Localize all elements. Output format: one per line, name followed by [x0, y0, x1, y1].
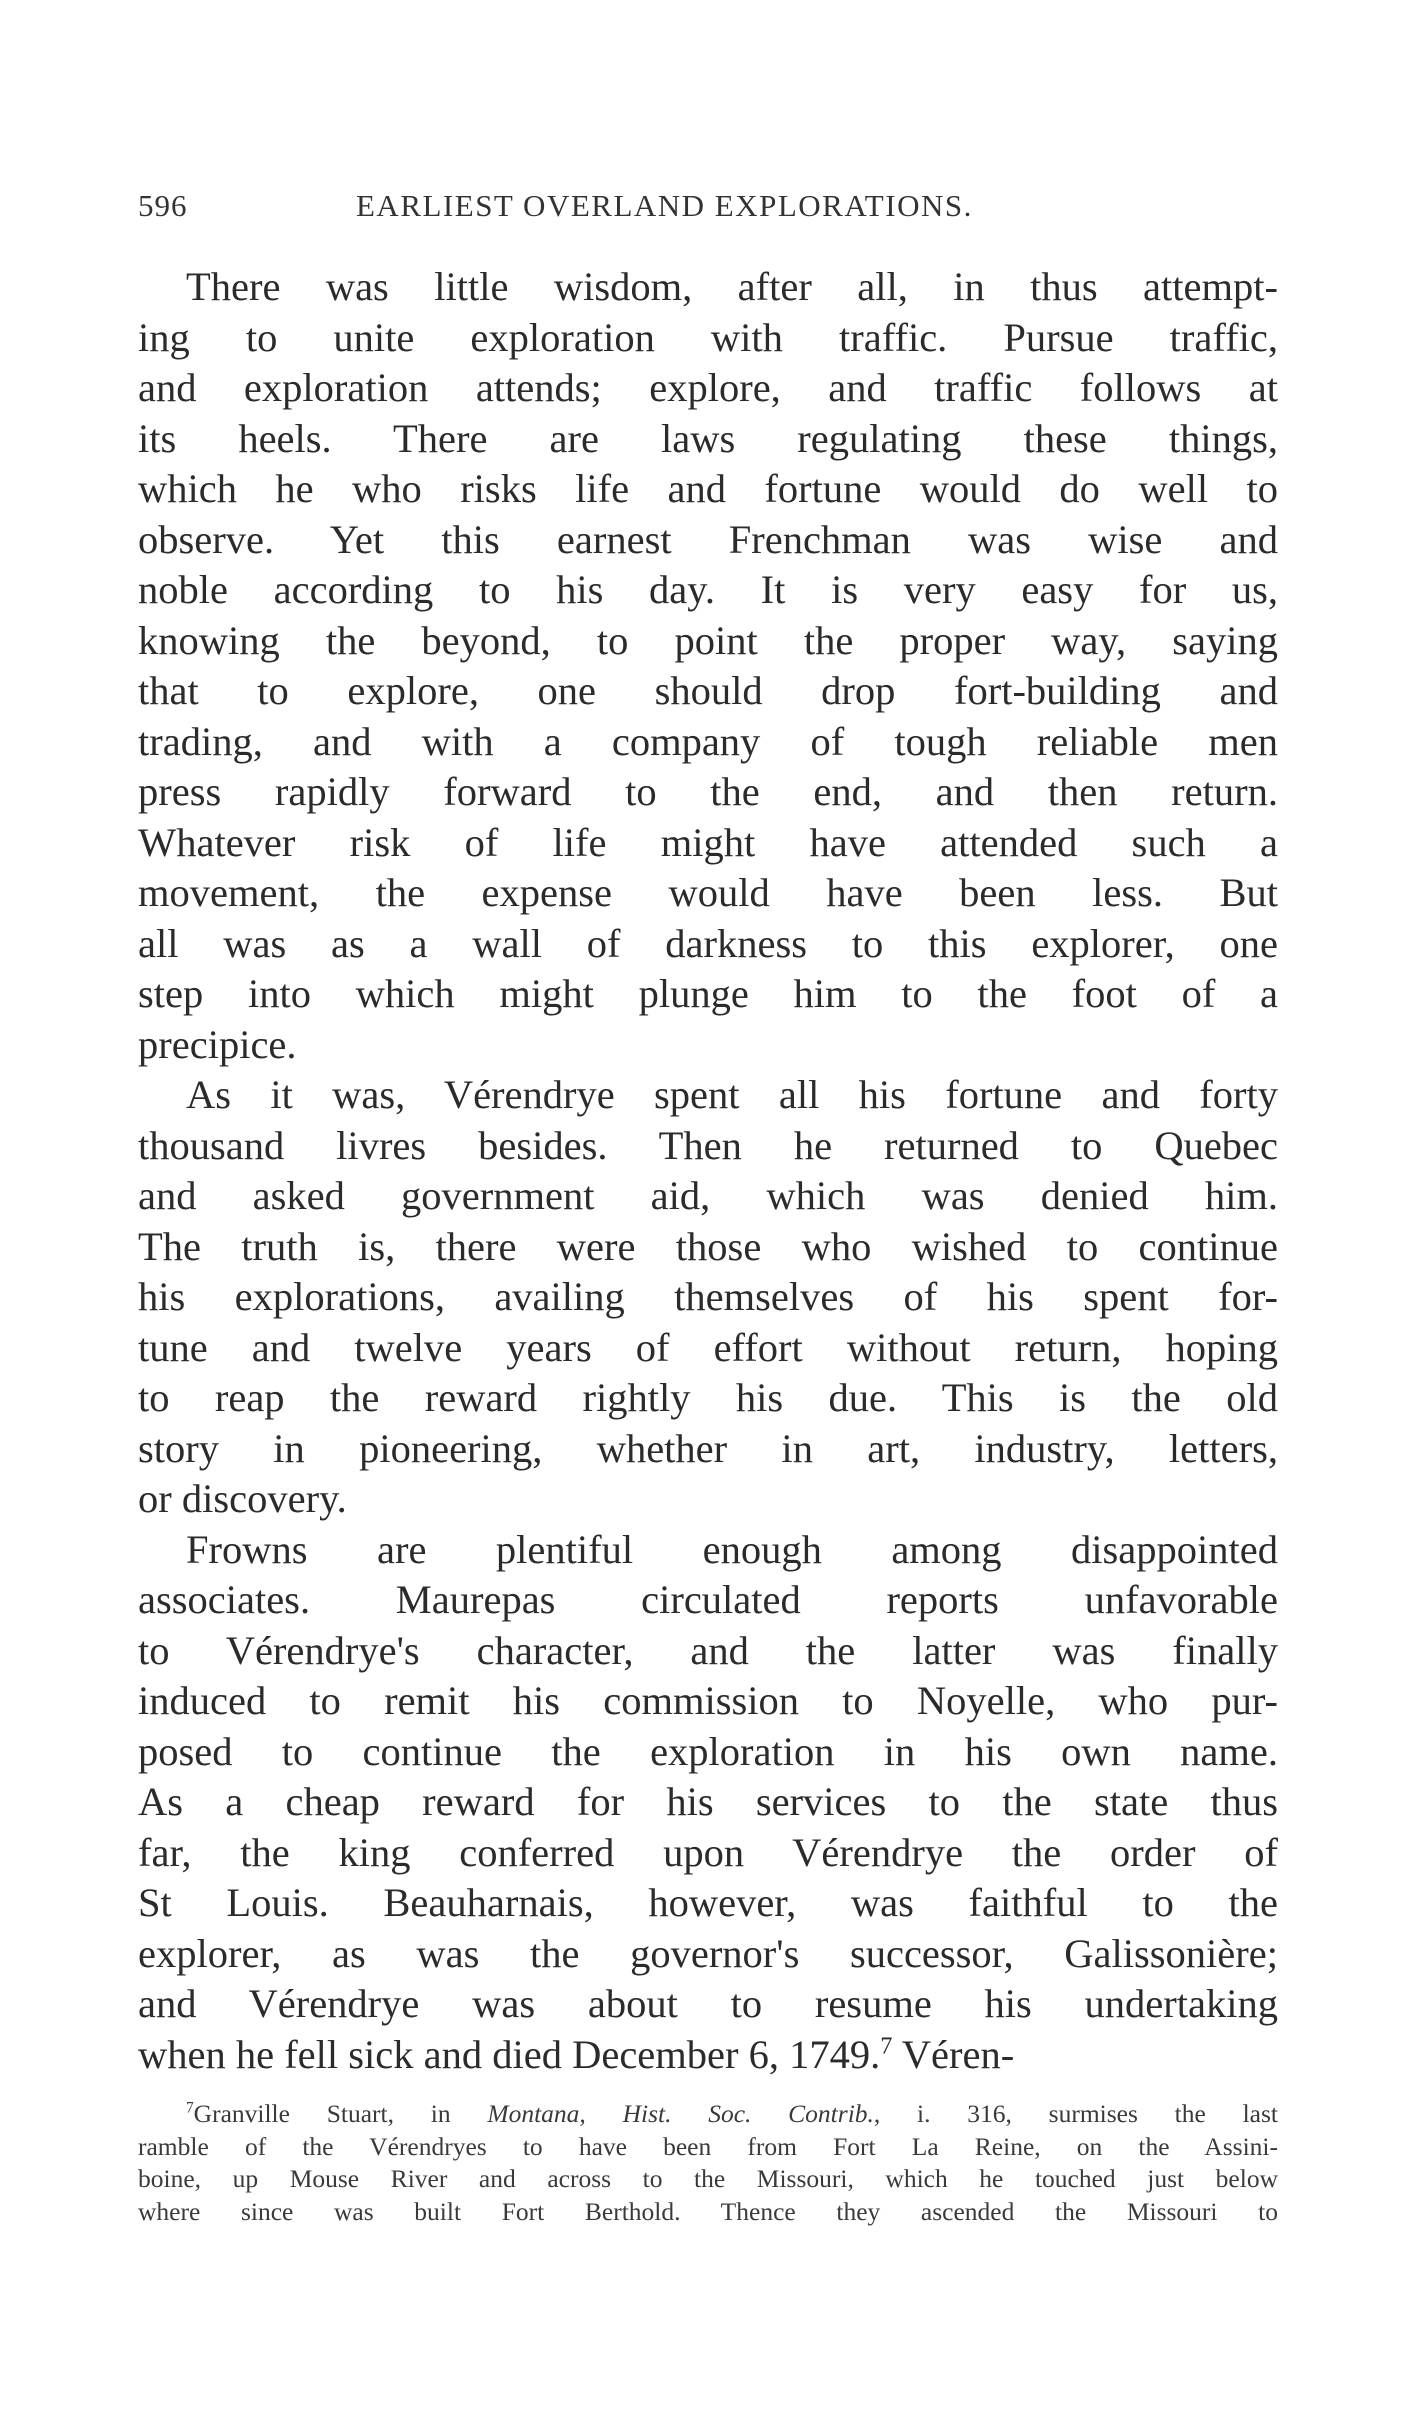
footnote-citation: Montana, Hist. Soc. Contrib.	[487, 2099, 874, 2128]
text-line: induced to remit his commission to Noyelle, who pur-	[138, 1678, 1278, 1723]
text-line: press rapidly forward to the end, and then return.	[138, 769, 1278, 814]
text-line: St Louis. Beauharnais, however, was faithful to the	[138, 1880, 1278, 1925]
text-line: movement, the expense would have been less. But	[138, 870, 1278, 915]
text-line: The truth is, there were those who wished to continue	[138, 1223, 1278, 1269]
text-line: Whatever risk of life might have attended such a	[138, 819, 1278, 865]
text-line: story in pioneering, whether in art, industry, letters,	[138, 1425, 1278, 1471]
footnote-line: boine, up Mouse River and across to the Missouri, which he touched just below	[138, 2164, 1278, 2193]
running-head	[138, 186, 1278, 226]
footnote-text: Granville Stuart, in	[193, 2099, 488, 2128]
footnotes	[138, 2098, 1278, 2228]
text-line: to Vérendrye's character, and the latter was finally	[138, 1627, 1278, 1673]
footnote-line: ramble of the Vérendryes to have been from Fort La Reine, on the Assini-	[138, 2131, 1278, 2161]
running-title: EARLIEST OVERLAND EXPLORATIONS.	[356, 188, 973, 223]
footnote-line	[138, 2098, 1278, 2131]
text-line: that to explore, one should drop fort-building and	[138, 668, 1278, 713]
text-line: and exploration attends; explore, and traffic follows at	[138, 365, 1278, 410]
footnote-marker: 7	[186, 2099, 194, 2117]
footnote-line: where since was built Fort Berthold. Thence they ascended the Missouri to	[138, 2196, 1278, 2226]
text-line: There was little wisdom, after all, in thus attempt-	[186, 264, 1278, 309]
footnote-ref[interactable]: 7	[880, 2032, 893, 2059]
text-line: step into which might plunge him to the foot of a	[138, 971, 1278, 1016]
text-line: As a cheap reward for his services to the state thus	[138, 1779, 1278, 1824]
text-line: which he who risks life and fortune would do well to	[138, 466, 1278, 511]
text-line: precipice.	[138, 1021, 297, 1067]
body-text	[138, 262, 1278, 2080]
text-line: far, the king conferred upon Vérendrye the order of	[138, 1829, 1278, 1875]
text-line: its heels. There are laws regulating these things,	[138, 415, 1278, 461]
text-line: ing to unite exploration with traffic. Pursue traffic,	[138, 314, 1278, 360]
text-line: explorer, as was the governor's successor, Galissonière;	[138, 1930, 1278, 1976]
text-line: his explorations, availing themselves of his spent for-	[138, 1274, 1278, 1319]
text-line: to reap the reward rightly his due. This is the old	[138, 1375, 1278, 1420]
footnote-text: , i. 316, surmises the last	[873, 2099, 1278, 2128]
text-line: or discovery.	[138, 1476, 347, 1521]
text-line-part: Véren-	[892, 2031, 1015, 2077]
text-line: knowing the beyond, to point the proper way, saying	[138, 617, 1278, 663]
text-line: tune and twelve years of effort without return, hoping	[138, 1324, 1278, 1370]
text-line: all was as a wall of darkness to this explorer, one	[138, 920, 1278, 966]
text-line-part: when he fell sick and died December 6, 1749.	[138, 2031, 881, 2077]
text-line: posed to continue the exploration in his own name.	[138, 1728, 1278, 1774]
text-line: As it was, Vérendrye spent all his fortune and forty	[186, 1072, 1278, 1117]
text-line: noble according to his day. It is very easy for us,	[138, 567, 1278, 612]
text-line-final	[138, 2030, 1278, 2081]
text-line: observe. Yet this earnest Frenchman was wise and	[138, 516, 1278, 562]
text-line: associates. Maurepas circulated reports unfavorable	[138, 1577, 1278, 1622]
text-line: trading, and with a company of tough reliable men	[138, 718, 1278, 764]
page-number: 596	[138, 188, 188, 223]
text-line: Frowns are plentiful enough among disappointed	[186, 1526, 1278, 1572]
text-line: and Vérendrye was about to resume his undertaking	[138, 1981, 1278, 2026]
text-line: and asked government aid, which was denied him.	[138, 1173, 1278, 1218]
text-line: thousand livres besides. Then he returned to Quebec	[138, 1122, 1278, 1168]
